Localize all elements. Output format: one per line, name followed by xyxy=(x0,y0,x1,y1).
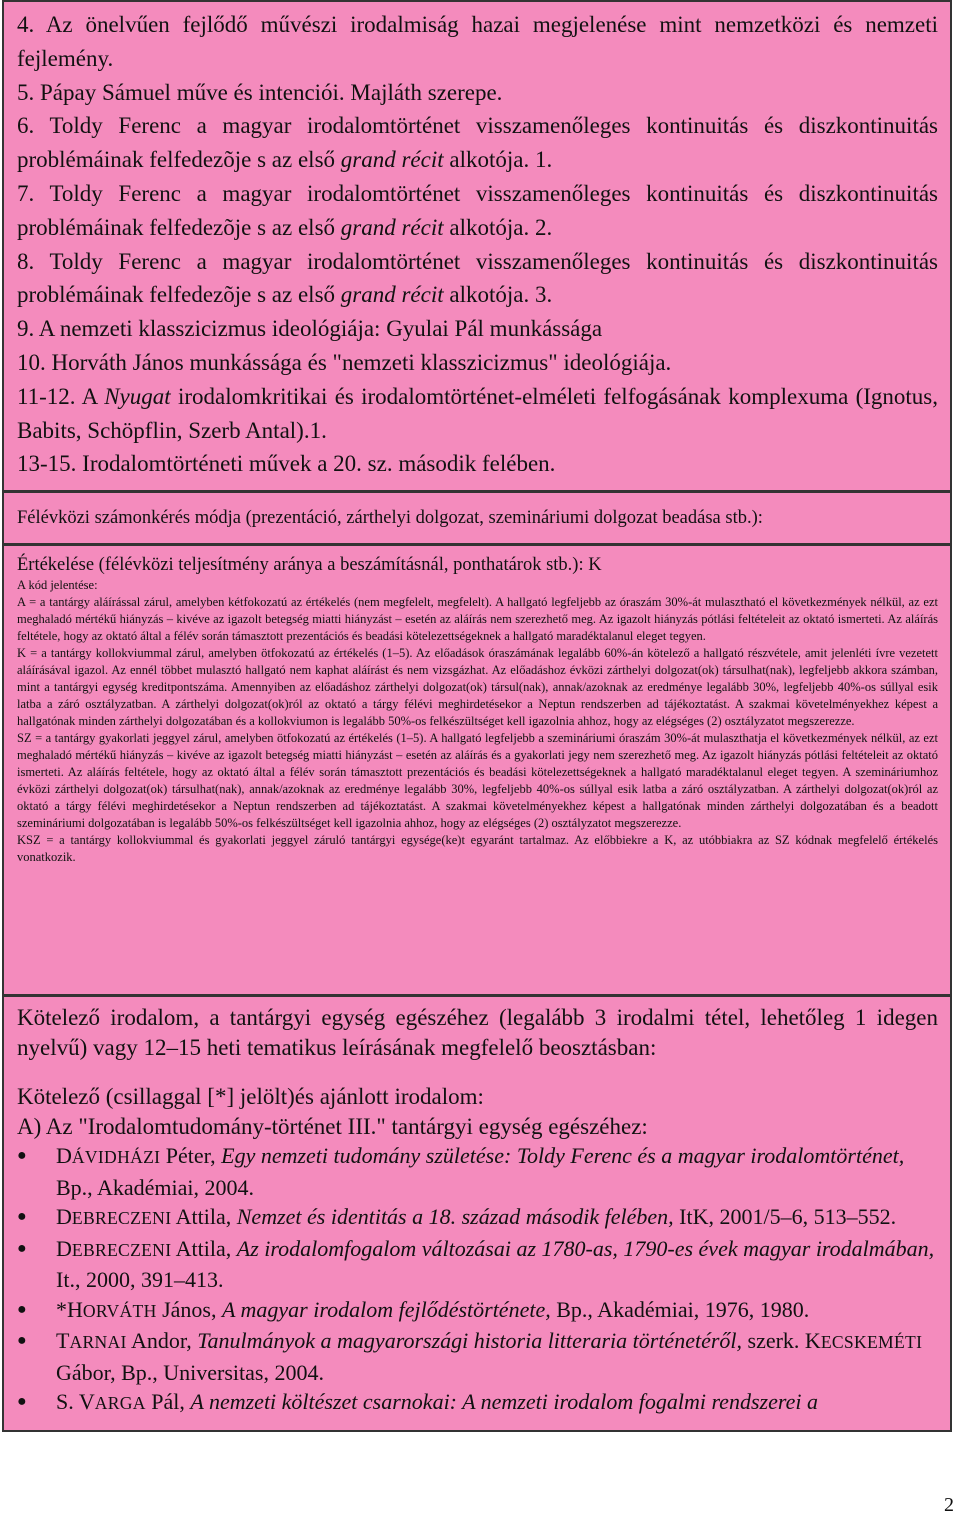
reading-text: ORVÁTH xyxy=(82,1300,157,1321)
topic-item: 6. Toldy Ferenc a magyar irodalomtörténet visszamenőleges kontinuitás és diszkontinuitás problémáinak felfedezõje s az első grand récit alkotója. 1. xyxy=(17,113,938,173)
reading-text: Gábor, Bp., Universitas, 2004. xyxy=(56,1359,324,1385)
reading-text: ItK, 2001/5–6, 513–552. xyxy=(673,1204,897,1229)
reading-text: szerk. K xyxy=(742,1328,821,1353)
reading-text: Andor, xyxy=(126,1328,198,1353)
midterm-section xyxy=(2,491,952,545)
reading-text: ECSKEMÉTI xyxy=(820,1332,923,1352)
reading-item xyxy=(17,1202,938,1234)
reading-text: ARGA xyxy=(94,1393,146,1413)
evaluation-section xyxy=(2,544,952,996)
reading-text: Bp., Akadémiai, 2004. xyxy=(56,1174,254,1200)
topic-item: 4. Az önelvűen fejlődő művészi irodalmiság hazai megjelenése mint nemzetközi és nemzeti fejlemény. xyxy=(17,12,938,71)
reading-text: S. V xyxy=(56,1389,95,1414)
topic-item: 5. Pápay Sámuel műve és intenciói. Majláth szerepe. xyxy=(17,79,503,105)
reading-title: Nemzet és identitás a 18. század második felében, xyxy=(236,1204,674,1229)
topic-item: 10. Horváth János munkássága és "nemzeti klasszicizmus" ideológiája. xyxy=(17,349,672,375)
reading-title: A nemzeti költészet csarnokai: A nemzeti irodalom fogalmi rendszerei a xyxy=(190,1389,818,1414)
topics-section xyxy=(2,0,952,492)
reading-title: A magyar irodalom fejlődéstörténete, xyxy=(221,1296,551,1322)
reading-text: EBRECZENI xyxy=(71,1239,172,1260)
reading-title: Tanulmányok a magyarországi historia litteraria történetéről, xyxy=(197,1328,743,1353)
topic-item: 8. Toldy Ferenc a magyar irodalomtörténet visszamenőleges kontinuitás és diszkontinuitás problémáinak felfedezõje s az első grand récit alkotója. 3. xyxy=(17,248,938,308)
spacer xyxy=(17,1062,938,1082)
reading-text: Attila, xyxy=(171,1235,237,1261)
code-description: K = a tantárgy kollokviummal zárul, amelyben ötfokozatú az értékelés (1–5). Az előadások óraszámának legalább 60%-án kötelező a hallgató részvétele, amit jelenléti ívre vezetett aláírásával igazol. Az ennél többet mulasztó hallgató nem kaphat aláírást és nem vizsgázhat. Az előadáshoz évközi zárthelyi dolgozat(ok) társulhat(nak), legfeljebb akkora számban, mint a tantárgyi egység kreditpontszáma. Amennyiben az előadáshoz zárthelyi dolgozat(ok) társul(nak), annak/azoknak az eredménye legalább 30%, legfeljebb 40%-os súllyal esik latba a záró osztályzatban. A zárthelyi dolgozat(ok)ról az oktató a tárgy félévi meghirdetésekor a Neptun rendszerben ad tájékoztatást. A szakmai követelményekhez képest a hallgatónak minden zárthelyi dolgozatában és a kollokviumon is legalább 50%-os felkészültséget kell igazolnia ahhoz, hogy az elégséges (2) osztályzatot megszerezze. xyxy=(17,646,938,728)
reading-text: ÁVIDHÁZI xyxy=(71,1147,161,1167)
reading-text: D xyxy=(56,1143,72,1168)
page-content xyxy=(2,0,956,1432)
reading-item xyxy=(17,1326,938,1387)
reading-item xyxy=(17,1141,938,1202)
literature-section xyxy=(2,995,952,1432)
topic-item: 13-15. Irodalomtörténeti művek a 20. sz. második felében. xyxy=(17,451,556,477)
reading-item xyxy=(17,1234,938,1295)
bullet-icon: ● xyxy=(17,1239,27,1257)
code-description: SZ = a tantárgy gyakorlati jeggyel zárul, amelyben ötfokozatú az értékelés (1–5). A hallgató legfeljebb a szemináriumi óraszám 30%-át mulaszthatja el következmények nélkül, az ezt meghaladó mértékű hiányzás – kivéve az igazolt betegség miatti hiányzást – esetén az aláírás és a gyakorlati jegy nem szerezhető meg. Az igazolt hiányzás pótlási feltételeit az oktató ismerteti. Az aláírás feltétele, hogy az oktató által a félév során támasztott prezentációs és beadási kötelezettségeknek a hallgató maradéktalanul eleget tegyen. A szemináriumhoz évközi zárthelyi dolgozat(ok) társulhat(nak), annak/azoknak az eredménye legalább 30%, legfeljebb 40%-os súllyal esik latba a záró osztályzatban. A zárthelyi dolgozat(ok)ról az oktató a tárgy félévi meghirdetésekor a Neptun rendszerben ad tájékoztatást. A szakmai követelményekhez képest a hallgatónak minden zárthelyi dolgozatában és a beadott szemináriumi dolgozatában is legalább 50%-os felkészültséget kell igazolnia ahhoz, hogy az elégséges (2) osztályzatot megszerezze. xyxy=(17,731,938,830)
reading-text: Péter, xyxy=(160,1143,222,1168)
reading-list xyxy=(17,1141,938,1419)
page-number: 2 xyxy=(944,1494,954,1516)
bullet-icon: ● xyxy=(17,1332,27,1349)
evaluation-title: Értékelése (félévközi teljesítmény aránya a beszámításnál, ponthatárok stb.): K xyxy=(17,555,602,575)
code-meaning-label: A kód jelentése: xyxy=(17,578,98,592)
reading-title: Egy nemzeti tudomány születése: Toldy Ferenc és a magyar irodalomtörténet, xyxy=(221,1143,905,1168)
reading-text: János, xyxy=(156,1296,222,1322)
literature-heading: Kötelező (csillaggal [*] jelölt)és ajánlott irodalom: xyxy=(17,1084,484,1109)
midterm-label: Félévközi számonkérés módja (prezentáció, zárthelyi dolgozat, szemináriumi dolgozat beadása stb.): xyxy=(17,508,763,528)
bullet-icon: ● xyxy=(17,1208,27,1225)
reading-text: Bp., Akadémiai, 1976, 1980. xyxy=(550,1296,810,1322)
reading-item xyxy=(17,1387,938,1419)
reading-text: ARNAI xyxy=(69,1332,127,1352)
reading-text: D xyxy=(56,1204,72,1229)
topic-item: 9. A nemzeti klasszicizmus ideológiája: Gyulai Pál munkássága xyxy=(17,316,603,342)
literature-subheading: A) Az "Irodalomtudomány-történet III." tantárgyi egység egészéhez: xyxy=(17,1113,648,1139)
code-description: A = a tantárgy aláírással zárul, amelyben kétfokozatú az értékelés (nem megfelelt, megfelelt). A hallgató legfeljebb az óraszám 30%-át mulasztható el következmények nélkül, az ezt meghaladó mértékű hiányzás – kivéve az igazolt betegség miatti hiányzást – esetén az aláírás nem szerezhető meg. Az igazolt hiányzás pótlási feltételeit az oktató ismerteti. Az aláírás feltétele, hogy az oktató által a félév során támasztott prezentációs és beadási kötelezettségeknek a hallgató maradéktalanul eleget tegyen. xyxy=(17,595,938,643)
reading-text: Pál, xyxy=(145,1389,191,1414)
reading-text: Attila, xyxy=(171,1204,237,1229)
topic-item: 7. Toldy Ferenc a magyar irodalomtörténet visszamenőleges kontinuitás és diszkontinuitás problémáinak felfedezõje s az első grand récit alkotója. 2. xyxy=(17,180,938,240)
reading-text: T xyxy=(56,1328,70,1353)
reading-title: Az irodalomfogalom változásai az 1780-as, 1790-es évek magyar irodalmában, xyxy=(236,1235,935,1261)
topic-item: 11-12. A Nyugat irodalomkritikai és irodalomtörténet-elméleti felfogásának komplexuma (Ignotus, Babits, Schöpflin, Szerb Antal).1. xyxy=(17,383,938,443)
bullet-icon: ● xyxy=(17,1300,27,1318)
reading-text: EBRECZENI xyxy=(71,1208,172,1228)
reading-text: *H xyxy=(56,1296,83,1322)
bullet-icon: ● xyxy=(17,1393,27,1410)
code-description: KSZ = a tantárgy kollokviummal és gyakorlati jeggyel záruló tantárgyi egysége(ke)t egyaránt tartalmaz. Az előbbiekre a K, az utóbbiakra az SZ kódnak megfelelő értékelés vonatkozik. xyxy=(17,833,938,864)
reading-text: It., 2000, 391–413. xyxy=(56,1267,224,1292)
reading-text: D xyxy=(56,1235,72,1261)
reading-item xyxy=(17,1295,938,1327)
literature-intro: Kötelező irodalom, a tantárgyi egység egészéhez (legalább 3 irodalmi tétel, lehetőleg 1 idegen nyelvű) vagy 12–15 heti tematikus leírásának megfelelő beosztásban: xyxy=(17,1005,938,1060)
bullet-icon: ● xyxy=(17,1147,27,1164)
